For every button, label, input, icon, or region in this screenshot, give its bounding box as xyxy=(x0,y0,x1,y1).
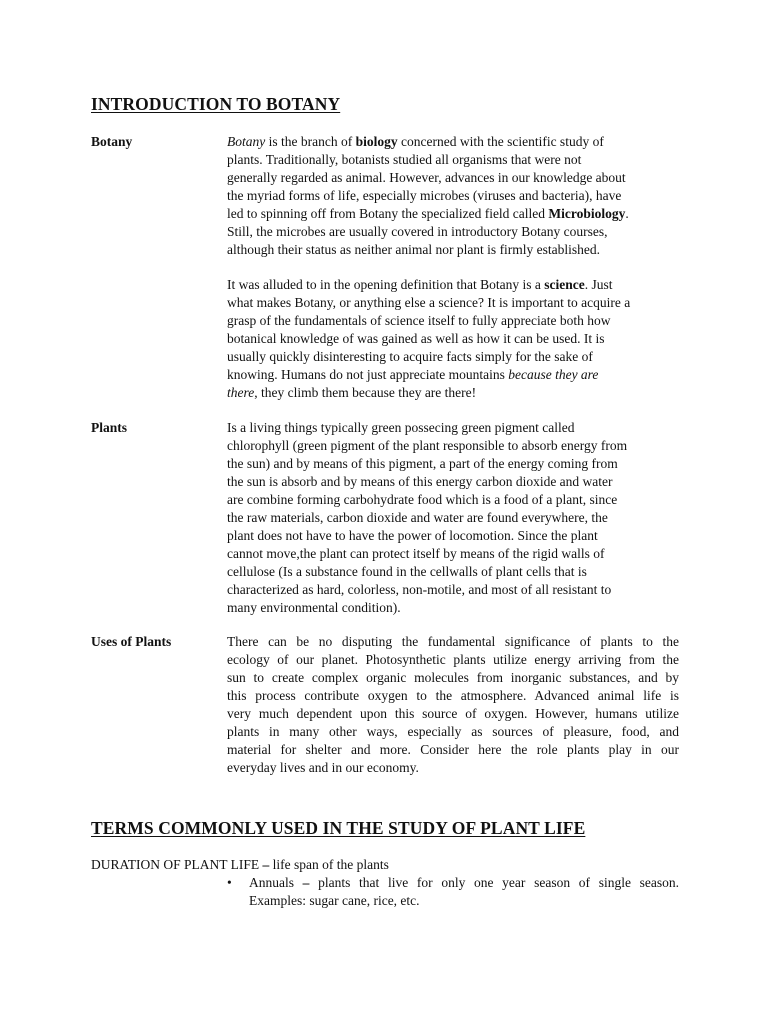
text-line: grasp of the fundamentals of science itself to fully appreciate both how xyxy=(227,313,611,328)
text-run: , they climb them because they are there! xyxy=(254,385,477,400)
text-line: the sun) and by means of this pigment, a part of the energy coming from xyxy=(227,456,618,471)
text-line: Still, the microbes are usually covered in introductory Botany courses, xyxy=(227,224,608,239)
text-line: although their status as neither animal nor plant is firmly established. xyxy=(227,242,601,257)
term-plants: Plants xyxy=(91,420,128,435)
text-line: cannot move,the plant can protect itself by means of the rigid walls of xyxy=(227,546,605,561)
uses-paragraph xyxy=(227,633,679,777)
heading-introduction: INTRODUCTION TO BOTANY xyxy=(91,94,341,114)
text-line: There can be no disputing the fundamental significance of plants to the xyxy=(227,634,679,649)
text-line xyxy=(227,366,679,384)
text-line: many environmental condition). xyxy=(227,600,401,615)
text-line: very much dependent upon this source of oxygen. However, humans utilize xyxy=(227,706,679,721)
text-run: plants that live for only one year season of single season. xyxy=(318,875,679,890)
text-line: generally regarded as animal. However, advances in our knowledge about xyxy=(227,170,626,185)
text-line xyxy=(227,205,679,223)
text-line: cellulose (Is a substance found in the cellwalls of plant cells that is xyxy=(227,564,587,579)
text-line: the myriad forms of life, especially microbes (viruses and bacteria), have xyxy=(227,188,622,203)
list-item-text xyxy=(249,874,679,910)
text-line: sun to create complex organic molecules from inorganic substances, and by xyxy=(227,670,679,685)
text-run: is the branch of xyxy=(265,134,356,149)
text-line: plants. Traditionally, botanists studied all organisms that were not xyxy=(227,152,582,167)
text-run: knowing. Humans do not just appreciate mountains xyxy=(227,367,509,382)
dash: – xyxy=(294,875,319,890)
duration-line xyxy=(91,856,389,874)
botany-paragraph-1 xyxy=(227,133,679,259)
botany-paragraph-2 xyxy=(227,276,679,402)
text-line: the sun is absorb and by means of this energy carbon dioxide and water xyxy=(227,474,613,489)
text-line xyxy=(227,133,679,151)
bold-text: science xyxy=(544,277,585,292)
text-line: material for shelter and more. Consider here the role plants play in our xyxy=(227,742,679,757)
italic-text: there xyxy=(227,385,255,400)
text-line: Examples: sugar cane, rice, etc. xyxy=(249,893,420,908)
text-run: led to spinning off from Botany the specialized field called xyxy=(227,206,549,221)
text-run: concerned with the scientific study of xyxy=(397,134,604,149)
text-line: plant does not have to have the power of locomotion. Since the plant xyxy=(227,528,598,543)
text-line: botanical knowledge of was gained as well as how it can be used. It is xyxy=(227,331,605,346)
italic-text: because they are xyxy=(508,367,599,382)
text-line xyxy=(249,874,679,892)
plants-paragraph xyxy=(227,419,679,617)
text-line: are combine forming carbohydrate food which is a food of a plant, since xyxy=(227,492,618,507)
text-line: Is a living things typically green possecing green pigment called xyxy=(227,420,575,435)
term-uses-of-plants: Uses of Plants xyxy=(91,634,172,649)
text-line: plants in many other ways, especially as sources of pleasure, food, and xyxy=(227,724,679,739)
text-run: DURATION OF PLANT LIFE xyxy=(91,857,260,872)
text-line: what makes Botany, or anything else a science? It is important to acquire a xyxy=(227,295,631,310)
text-line: this process contribute oxygen to the atmosphere. Advanced animal life is xyxy=(227,688,679,703)
bold-text: biology xyxy=(355,134,398,149)
text-line: everyday lives and in our economy. xyxy=(227,760,419,775)
dash: – xyxy=(259,857,273,872)
text-line xyxy=(227,384,679,402)
term-botany: Botany xyxy=(91,134,133,149)
text-line: the raw materials, carbon dioxide and water are found everywhere, the xyxy=(227,510,608,525)
text-line: ecology of our planet. Photosynthetic plants utilize energy arriving from the xyxy=(227,652,679,667)
italic-text: Botany xyxy=(227,134,266,149)
text-run: Annuals xyxy=(249,875,294,890)
text-run: . xyxy=(625,206,629,221)
bold-text: Microbiology xyxy=(548,206,626,221)
text-run: life span of the plants xyxy=(272,857,389,872)
heading-terms: TERMS COMMONLY USED IN THE STUDY OF PLANT LIFE xyxy=(91,818,586,838)
text-line: characterized as hard, colorless, non-motile, and most of all resistant to xyxy=(227,582,612,597)
bullet-icon: • xyxy=(227,875,232,890)
text-run: It was alluded to in the opening definition that Botany is a xyxy=(227,277,545,292)
text-line xyxy=(227,276,679,294)
text-line: usually quickly disinteresting to acquire facts simply for the sake of xyxy=(227,349,593,364)
text-run: . Just xyxy=(584,277,613,292)
text-line: chlorophyll (green pigment of the plant responsible to absorb energy from xyxy=(227,438,628,453)
